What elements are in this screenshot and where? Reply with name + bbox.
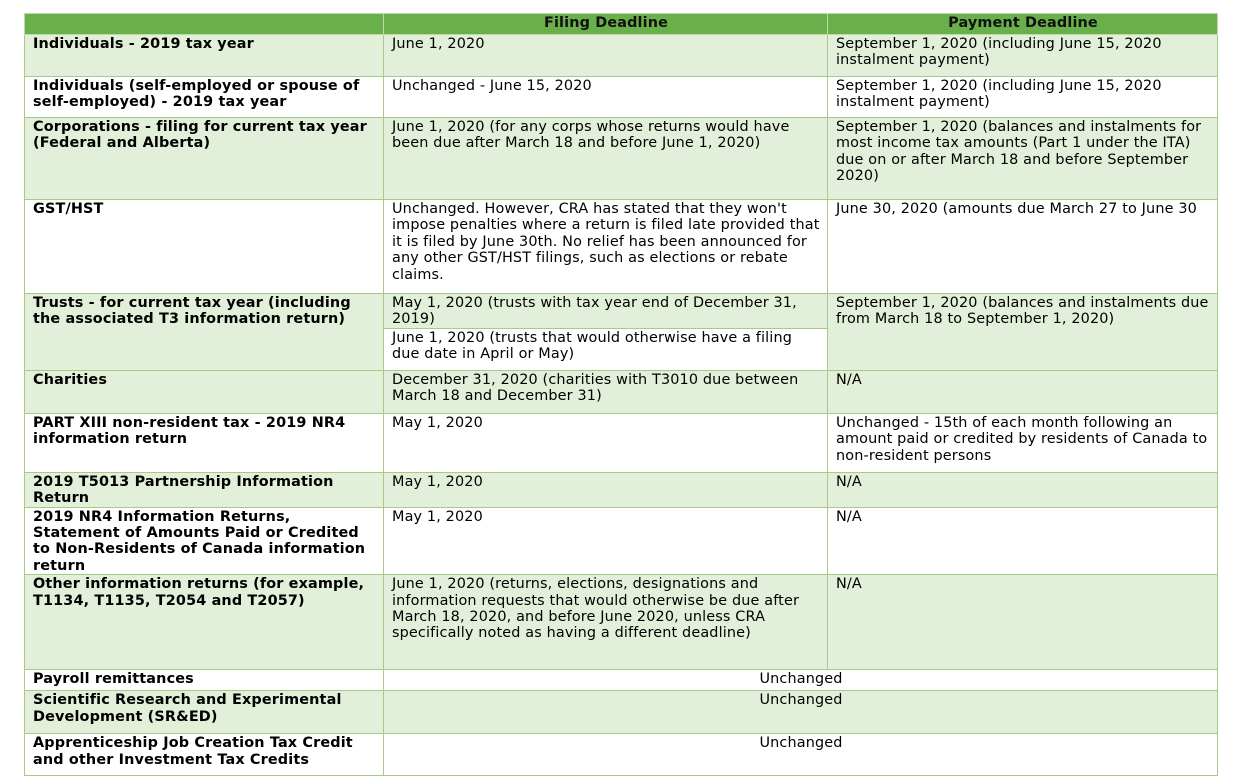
table-row	[25, 413, 1218, 472]
table-row	[25, 35, 1218, 77]
table-row	[25, 507, 1218, 575]
table-row	[25, 370, 1218, 413]
payment-cell: N/A	[828, 370, 1218, 413]
category-cell: Apprenticeship Job Creation Tax Credit and other Investment Tax Credits	[25, 734, 384, 776]
table-row	[25, 294, 1218, 329]
header-row	[25, 14, 1218, 35]
category-cell: Charities	[25, 370, 384, 413]
payment-cell: N/A	[828, 472, 1218, 507]
category-cell: Payroll remittances	[25, 670, 384, 691]
filing-cell: Unchanged - June 15, 2020	[384, 77, 828, 118]
payment-cell: September 1, 2020 (including June 15, 2020 instalment payment)	[828, 77, 1218, 118]
category-cell: Trusts - for current tax year (including the associated T3 information return)	[25, 294, 384, 371]
payment-cell: September 1, 2020 (balances and instalments due from March 18 to September 1, 2020)	[828, 294, 1218, 371]
payment-cell: Unchanged - 15th of each month following an amount paid or credited by residents of Canada to non-resident persons	[828, 413, 1218, 472]
header-category	[25, 14, 384, 35]
filing-cell: May 1, 2020	[384, 413, 828, 472]
payment-cell: June 30, 2020 (amounts due March 27 to June 30	[828, 200, 1218, 294]
category-cell: GST/HST	[25, 200, 384, 294]
filing-cell: May 1, 2020 (trusts with tax year end of December 31, 2019)	[384, 294, 828, 329]
header-filing-deadline: Filing Deadline	[384, 14, 828, 35]
table-row	[25, 734, 1218, 776]
category-cell: PART XIII non-resident tax - 2019 NR4 information return	[25, 413, 384, 472]
merged-deadline-cell: Unchanged	[384, 691, 1218, 734]
merged-deadline-cell: Unchanged	[384, 734, 1218, 776]
category-cell: 2019 T5013 Partnership Information Return	[25, 472, 384, 507]
payment-cell: N/A	[828, 575, 1218, 670]
filing-cell: May 1, 2020	[384, 472, 828, 507]
filing-cell: Unchanged. However, CRA has stated that they won't impose penalties where a return is filed late provided that it is filed by June 30th. No relief has been announced for any other GST/HST filings, such as elections or rebate claims.	[384, 200, 828, 294]
table-row	[25, 670, 1218, 691]
header-payment-deadline: Payment Deadline	[828, 14, 1218, 35]
table-row	[25, 77, 1218, 118]
filing-cell: June 1, 2020	[384, 35, 828, 77]
category-cell: Individuals (self-employed or spouse of self-employed) - 2019 tax year	[25, 77, 384, 118]
table-row	[25, 200, 1218, 294]
filing-cell: December 31, 2020 (charities with T3010 due between March 18 and December 31)	[384, 370, 828, 413]
category-cell: Other information returns (for example, T1134, T1135, T2054 and T2057)	[25, 575, 384, 670]
payment-cell: N/A	[828, 507, 1218, 575]
payment-cell: September 1, 2020 (balances and instalments for most income tax amounts (Part 1 under the ITA) due on or after March 18 and before September 2020)	[828, 118, 1218, 200]
category-cell: Corporations - filing for current tax year (Federal and Alberta)	[25, 118, 384, 200]
category-cell: Scientific Research and Experimental Development (SR&ED)	[25, 691, 384, 734]
table-row	[25, 472, 1218, 507]
payment-cell: September 1, 2020 (including June 15, 2020 instalment payment)	[828, 35, 1218, 77]
filing-cell: June 1, 2020 (for any corps whose returns would have been due after March 18 and before June 1, 2020)	[384, 118, 828, 200]
filing-cell: June 1, 2020 (trusts that would otherwise have a filing due date in April or May)	[384, 328, 828, 370]
filing-cell: May 1, 2020	[384, 507, 828, 575]
category-cell: Individuals - 2019 tax year	[25, 35, 384, 77]
category-cell: 2019 NR4 Information Returns, Statement of Amounts Paid or Credited to Non-Residents of Canada information return	[25, 507, 384, 575]
table-row	[25, 575, 1218, 670]
tax-deadlines-table	[24, 13, 1218, 776]
filing-cell: June 1, 2020 (returns, elections, designations and information requests that would otherwise be due after March 18, 2020, and before June 2020, unless CRA specifically noted as having a different deadline)	[384, 575, 828, 670]
merged-deadline-cell: Unchanged	[384, 670, 1218, 691]
table-row	[25, 691, 1218, 734]
table-row	[25, 118, 1218, 200]
